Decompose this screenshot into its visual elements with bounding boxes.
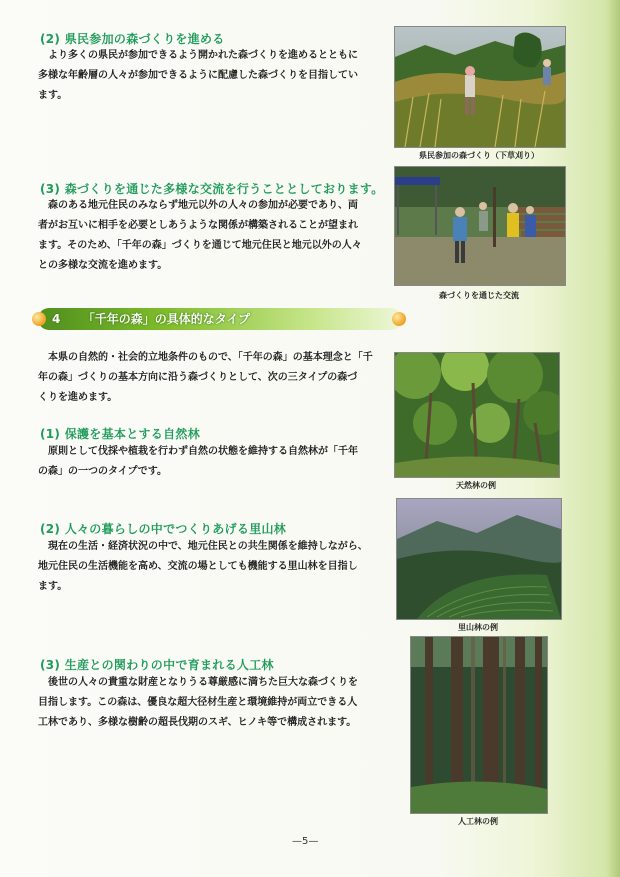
section-bar-left-ornament [32,312,46,326]
caption-volunteer-weeding: 県民参加の森づくり（下草刈り） [419,151,539,160]
section-4-intro [38,348,388,408]
section-4-intro-line-2: 年の森」づくりの基本方向に沿う森づくりとして、次の三タイプの森づ [38,372,358,383]
type-3-line-3: 工林であり、多様な樹齢の超長伐期のスギ、ヒノキ等で構成されます。 [38,717,357,728]
type-1-line-2: の森」の一つのタイプです。 [38,466,167,477]
section-3-line-3: ます。そのため、「千年の森」づくりを通じて地元住民と地元以外の人々 [38,240,362,251]
section-2-heading: (2) 県民参加の森づくりを進める [40,32,225,46]
type-3-line-2: 目指します。この森は、優良な超大径材生産と環境維持が両立できる人 [38,697,358,708]
type-1-heading: (1) 保護を基本とする自然林 [40,427,200,441]
caption-planted-forest: 人工林の例 [458,817,498,826]
section-3-line-4: との多様な交流を進めます。 [38,260,168,271]
photo-volunteer-weeding [394,26,566,148]
type-3-heading: (3) 生産との関わりの中で育まれる人工林 [40,658,274,672]
section-2-line-2: 多様な年齢層の人々が参加できるように配慮した森づくりを目指してい [38,70,358,81]
section-2-line-1: より多くの県民が参加できるよう開かれた森づくりを進めるとともに [48,50,358,61]
natural-forest-image [395,353,559,477]
section-4-intro-line-3: くりを進めます。 [38,392,118,403]
type-3-body [38,673,388,733]
section-4-title-text: 「千年の森」の具体的なタイプ [82,312,251,326]
type-2-body [38,537,388,597]
forest-exchange-image [395,167,565,285]
section-4-intro-line-1: 本県の自然的・社会的立地条件のもので、「千年の森」の基本理念と「千 [48,352,373,363]
type-2-line-2: 地元住民の生活機能を高め、交流の場としても機能する里山林を目指し [38,561,358,572]
page-edge-shadow [606,0,620,877]
caption-satoyama-forest: 里山林の例 [458,623,498,632]
caption-natural-forest: 天然林の例 [456,481,496,490]
type-2-line-3: ます。 [38,581,68,592]
section-3-line-1: 森のある地元住民のみならず地元以外の人々の参加が必要であり、両 [48,200,358,211]
section-3-line-2: 者がお互いに相手を必要としあうような関係が構築されることが望まれ [38,220,358,231]
photo-satoyama-forest [396,498,562,620]
section-3-body [38,196,388,276]
caption-forest-exchange: 森づくりを通じた交流 [439,291,519,300]
type-1-line-1: 原則として伐採や植栽を行わず自然の状態を維持する自然林が「千年 [48,446,358,457]
photo-forest-exchange [394,166,566,286]
satoyama-forest-image [397,499,561,619]
planted-forest-image [411,637,547,813]
photo-planted-forest [410,636,548,814]
section-4-title [52,310,250,327]
section-2-body [38,46,388,106]
type-2-line-1: 現在の生活・経済状況の中で、地元住民との共生関係を維持しながら、 [48,541,368,552]
type-2-heading: (2) 人々の暮らしの中でつくりあげる里山林 [40,522,287,536]
section-bar-right-ornament [392,312,406,326]
section-3-heading: (3) 森づくりを通じた多様な交流を行うこととしております。 [40,182,384,196]
page-number: —5— [292,836,319,847]
section-4-number: 4 [52,312,61,326]
type-3-line-1: 後世の人々の貴重な財産となりうる尊厳感に満ちた巨大な森づくりを [48,677,358,688]
section-2-line-3: ます。 [38,90,68,101]
volunteer-weeding-image [395,27,565,147]
photo-natural-forest [394,352,560,478]
type-1-body [38,442,388,482]
